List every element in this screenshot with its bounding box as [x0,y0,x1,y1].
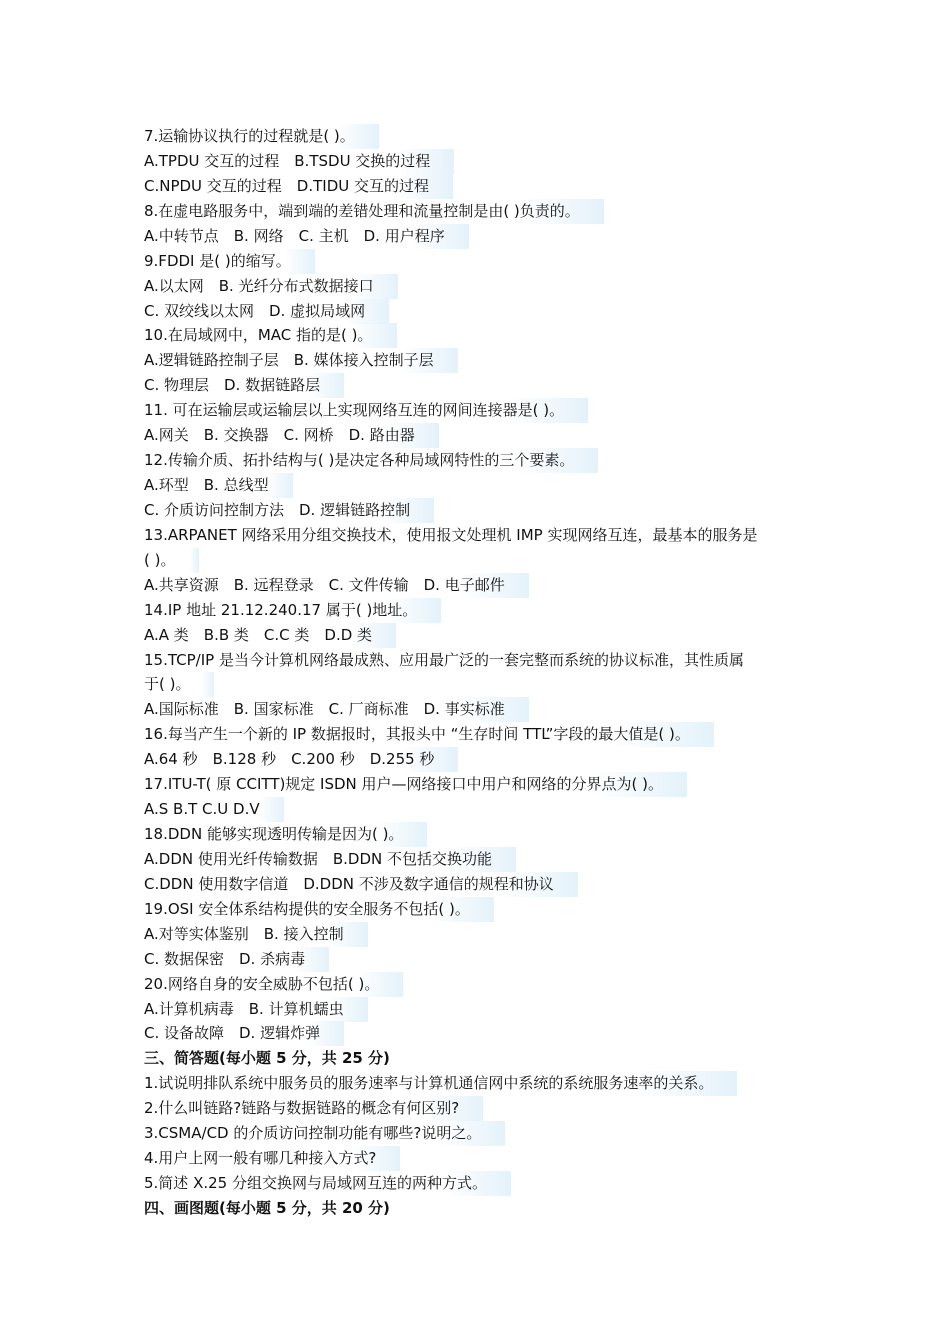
text-line: 9.FDDI 是( )的缩写。 [144,249,315,274]
text-line: C.DDN 使用数字信道 D.DDN 不涉及数字通信的规程和协议 [144,872,578,897]
text-line: A.网关 B. 交换器 C. 网桥 D. 路由器 [144,423,439,448]
text-line: C. 数据保密 D. 杀病毒 [144,947,329,972]
text-line: 4.用户上网一般有哪几种接入方式? [144,1146,400,1171]
text-line: A.DDN 使用光纤传输数据 B.DDN 不包括交换功能 [144,847,516,872]
text-line: A.国际标准 B. 国家标准 C. 厂商标准 D. 事实标准 [144,697,529,722]
text-line: A.64 秒 B.128 秒 C.200 秒 D.255 秒 [144,747,458,772]
text-line: 2.什么叫链路?链路与数据链路的概念有何区别? [144,1096,483,1121]
text-line: A.共享资源 B. 远程登录 C. 文件传输 D. 电子邮件 [144,573,529,598]
section-heading: 三、简答题(每小题 5 分，共 25 分) [144,1049,390,1068]
text-line: A.中转节点 B. 网络 C. 主机 D. 用户程序 [144,224,469,249]
text-line: C.NPDU 交互的过程 D.TIDU 交互的过程 [144,174,453,199]
text-line: A.逻辑链路控制子层 B. 媒体接入控制子层 [144,348,458,373]
text-line: 12.传输介质、拓扑结构与( )是决定各种局域网特性的三个要素。 [144,448,598,473]
text-line: C. 双绞线以太网 D. 虚拟局域网 [144,299,389,324]
text-line: A.以太网 B. 光纤分布式数据接口 [144,274,398,299]
text-line: A.S B.T C.U D.V [144,797,284,822]
text-line: A.计算机病毒 B. 计算机蠕虫 [144,997,368,1022]
text-line: 10.在局域网中，MAC 指的是( )。 [144,323,397,348]
text-line: 16.每当产生一个新的 IP 数据报时，其报头中 “生存时间 TTL”字段的最大值是( )。 [144,722,714,747]
text-line: 1.试说明排队系统中服务员的服务速率与计算机通信网中系统的系统服务速率的关系。 [144,1071,737,1096]
text-line: 17.ITU-T( 原 CCITT)规定 ISDN 用户—网络接口中用户和网络的分界点为( )。 [144,772,687,797]
text-line: 18.DDN 能够实现透明传输是因为( )。 [144,822,427,847]
text-line: C. 物理层 D. 数据链路层 [144,373,344,398]
text-line: 8.在虚电路服务中，端到端的差错处理和流量控制是由( )负责的。 [144,199,604,224]
text-line: 19.OSI 安全体系结构提供的安全服务不包括( )。 [144,897,494,922]
text-line: ( )。 [144,548,199,573]
text-line: C. 设备故障 D. 逻辑炸弹 [144,1021,344,1046]
text-line: A.TPDU 交互的过程 B.TSDU 交换的过程 [144,149,454,174]
text-line: 3.CSMA/CD 的介质访问控制功能有哪些?说明之。 [144,1121,505,1146]
text-line: 7.运输协议执行的过程就是( )。 [144,124,379,149]
text-line: 5.简述 X.25 分组交换网与局域网互连的两种方式。 [144,1171,511,1196]
text-line: 于( )。 [144,672,214,697]
text-line: 13.ARPANET 网络采用分组交换技术，使用报文处理机 IMP 实现网络互连，最基本的服务是 [144,525,758,544]
text-line: A.对等实体鉴别 B. 接入控制 [144,922,368,947]
text-line: 14.IP 地址 21.12.240.17 属于( )地址。 [144,598,441,623]
section-heading: 四、画图题(每小题 5 分，共 20 分) [144,1198,390,1217]
text-line: A.A 类 B.B 类 C.C 类 D.D 类 [144,623,396,648]
text-line: 20.网络自身的安全威胁不包括( )。 [144,972,403,997]
text-line: C. 介质访问控制方法 D. 逻辑链路控制 [144,498,434,523]
text-line: 11. 可在运输层或运输层以上实现网络互连的网间连接器是( )。 [144,398,588,423]
text-line: A.环型 B. 总线型 [144,473,293,498]
text-line: 15.TCP/IP 是当今计算机网络最成熟、应用最广泛的一套完整而系统的协议标准，其性质属 [144,650,744,669]
